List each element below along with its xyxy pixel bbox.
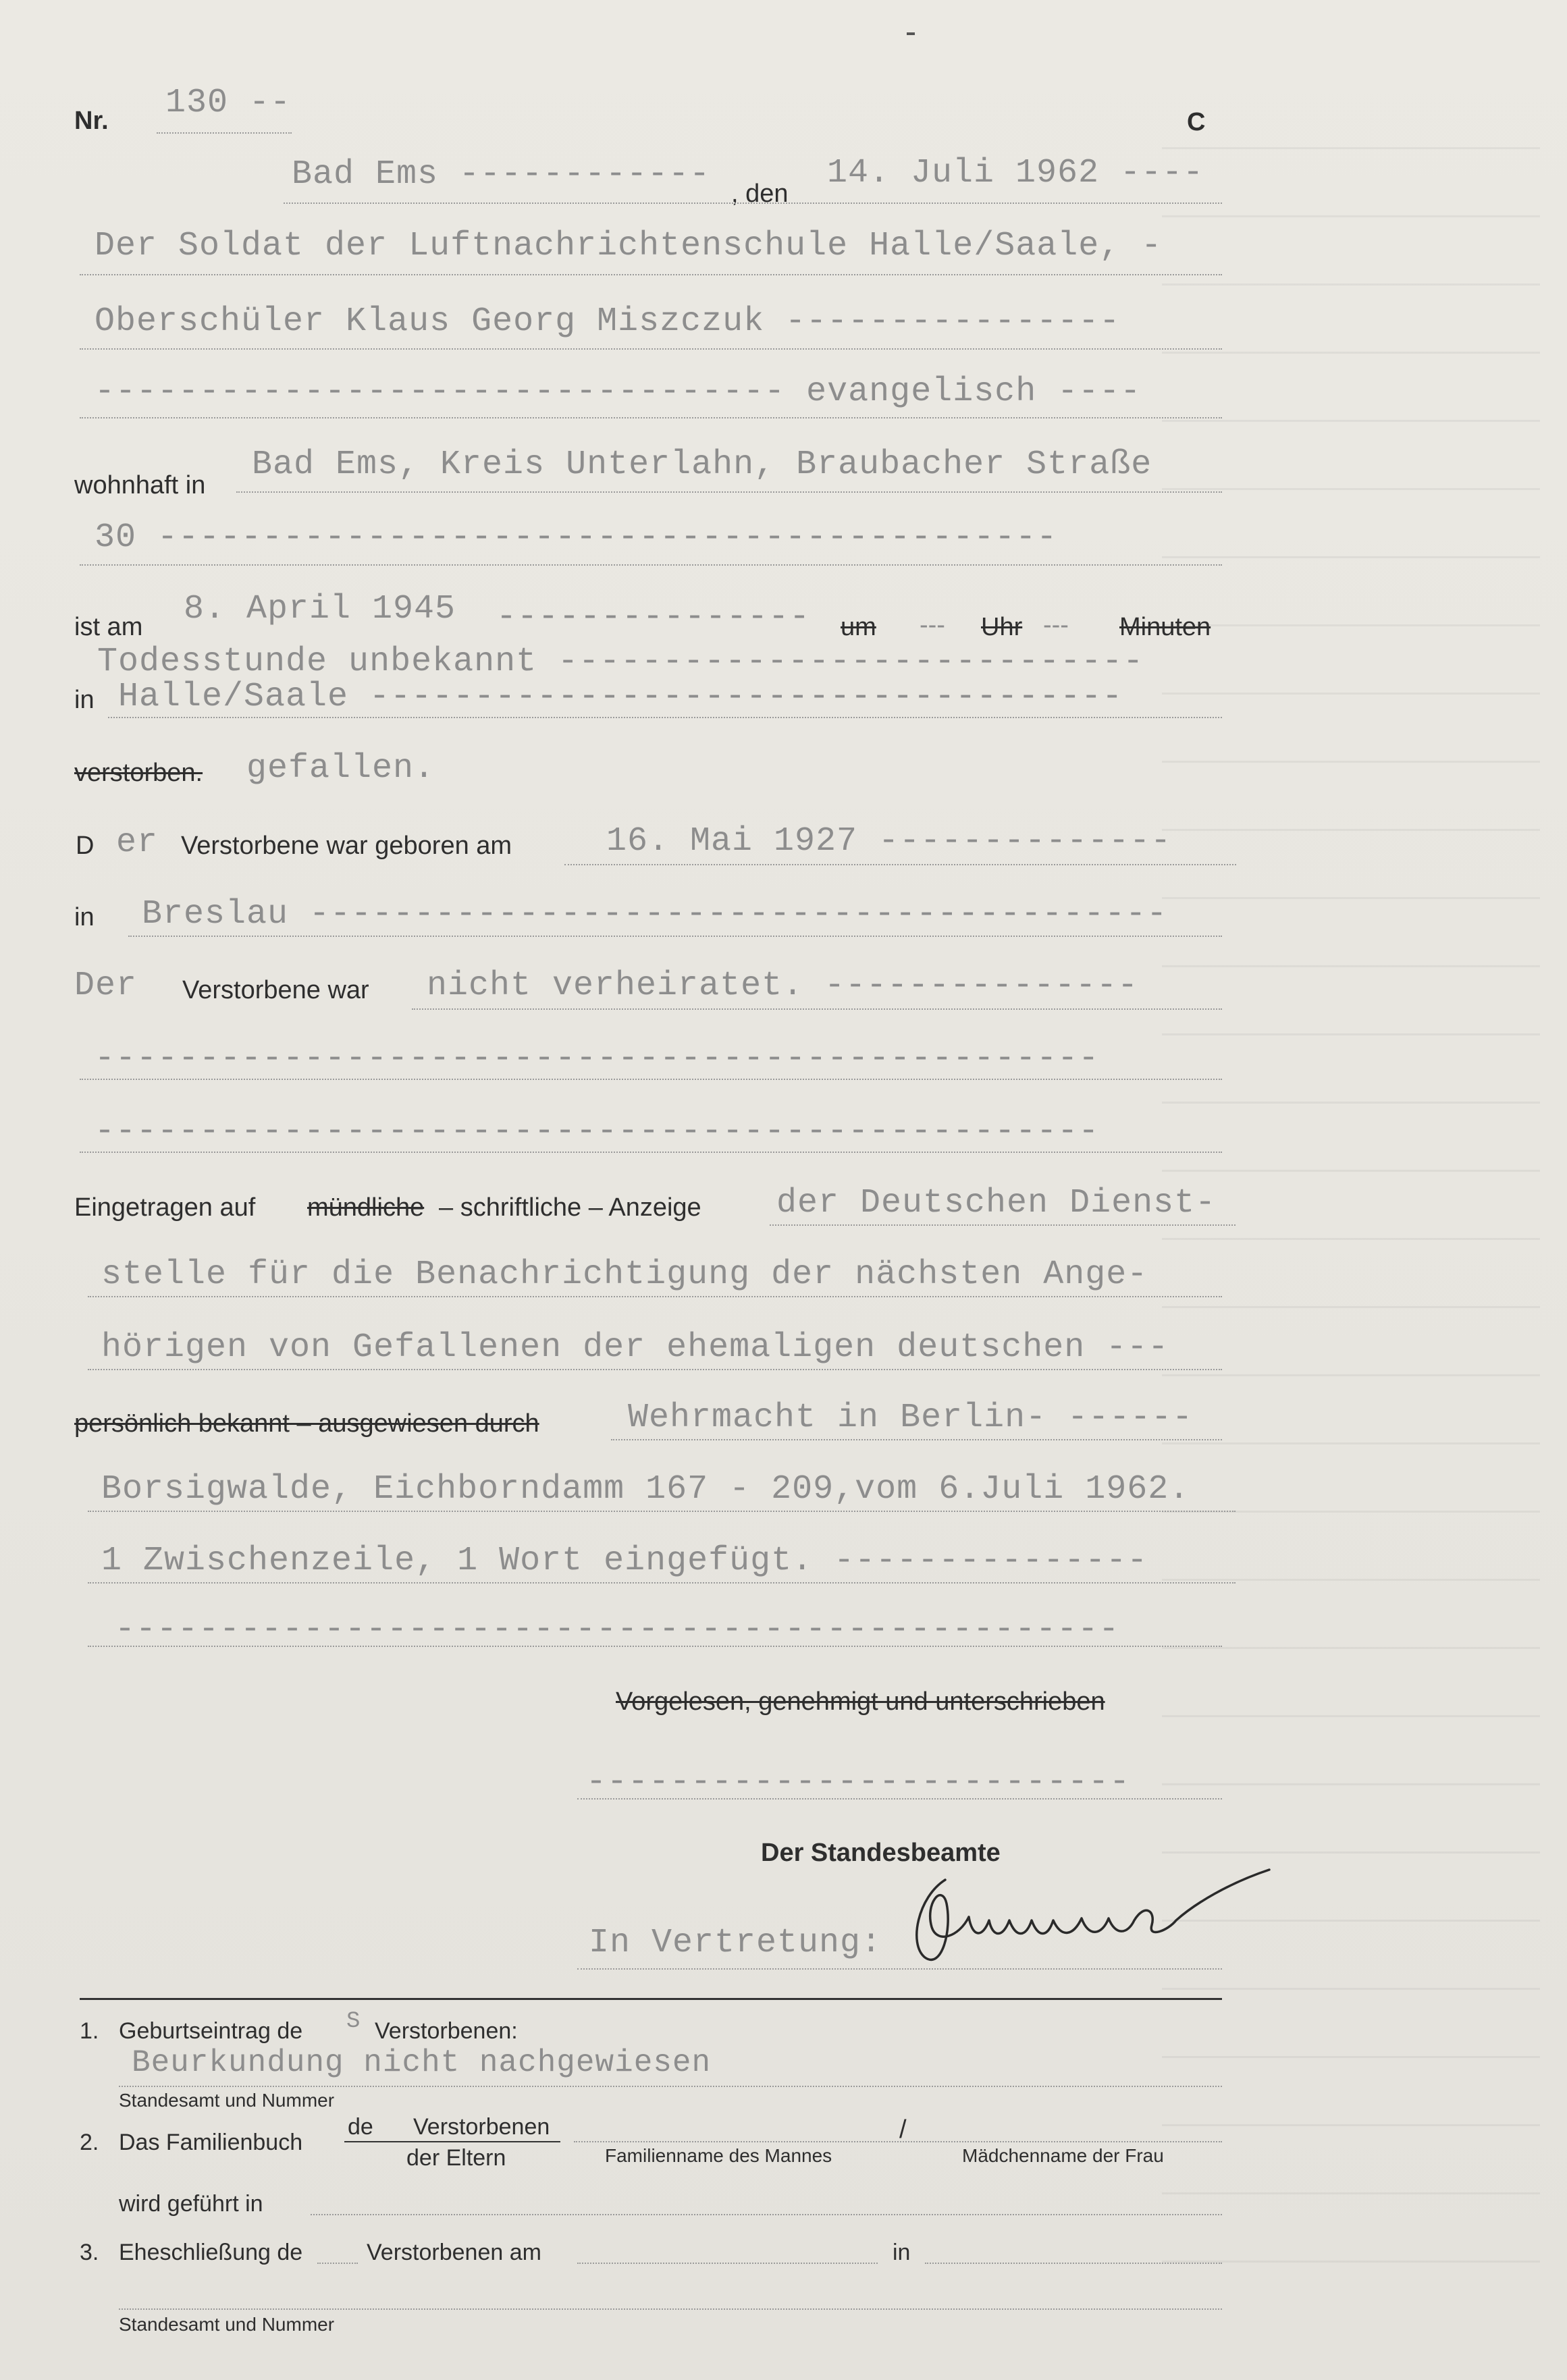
person-dotline-2: [80, 348, 1222, 350]
footer-item1-label2: Verstorbenen:: [375, 2018, 518, 2044]
residence-label: wohnhaft in: [74, 471, 206, 499]
footer-item2-de: de: [348, 2114, 373, 2140]
residence-dotline-2: [80, 564, 1222, 566]
registration-dotline-3: [88, 1369, 1222, 1370]
birth-date: 16. Mai 1927 --------------: [606, 822, 1172, 861]
verstorben-label: verstorben.: [74, 759, 203, 787]
registration-typed-3: hörigen von Gefallenen der ehemaligen deutschen ---: [101, 1328, 1169, 1367]
marital-der-typed: Der: [74, 967, 138, 1005]
standesbeamte-label: Der Standesbeamte: [761, 1839, 1001, 1867]
footer-item2-wird: wird geführt in: [119, 2191, 263, 2217]
registration-muendlich: mündliche: [307, 1193, 425, 1222]
footer-item2-fraction-line: [344, 2141, 560, 2142]
residence-line-2: 30 -------------------------------------------: [95, 518, 1058, 557]
marital-label: Verstorbene war: [182, 976, 369, 1004]
footer-standesamt-3: Standesamt und Nummer: [119, 2314, 335, 2335]
closing-dotline: [577, 1798, 1222, 1800]
registration-typed-6: 1 Zwischenzeile, 1 Wort eingefügt. ---------------: [101, 1542, 1148, 1580]
residence-dotline-1: [236, 491, 1222, 493]
registration-dotline-2: [88, 1296, 1222, 1297]
nr-dotline: [157, 132, 292, 134]
birth-in-label: in: [74, 903, 95, 931]
marital-dotline: [412, 1008, 1222, 1010]
in-vertretung: In Vertretung:: [589, 1924, 882, 1962]
footer-item2-verstorbenen: Verstorbenen: [413, 2114, 550, 2140]
uhr-label: Uhr: [981, 613, 1023, 641]
registration-typed-1: der Deutschen Dienst-: [776, 1184, 1217, 1222]
section-divider: [80, 1998, 1222, 2000]
birth-place: Breslau -----------------------------------------: [142, 895, 1168, 934]
marital-value: nicht verheiratet. ---------------: [427, 967, 1139, 1005]
person-line-1: Der Soldat der Luftnachrichtenschule Halle/Saale, -: [95, 227, 1163, 265]
nr-value: 130 --: [165, 84, 292, 122]
vorgelesen-label: Vorgelesen, genehmigt und unterschrieben: [616, 1687, 1105, 1716]
um-dashes: ---: [920, 611, 945, 639]
gefallen-value: gefallen.: [246, 749, 435, 788]
footer-item3-verstorbenen: Verstorbenen am: [367, 2240, 541, 2265]
top-mark: [907, 32, 915, 35]
marital-blank-dotline-1: [80, 1079, 1222, 1080]
birth-date-dotline: [564, 864, 1236, 865]
registration-dotline-5: [88, 1511, 1236, 1512]
footer-item2-eltern: der Eltern: [406, 2145, 506, 2171]
person-dotline-3: [80, 417, 1222, 418]
date-dotline: [284, 202, 1222, 204]
footer-item1-s: S: [346, 2009, 361, 2034]
registration-typed-2: stelle für die Benachrichtigung der nächsten Ange-: [101, 1255, 1148, 1294]
footer-item2-num: 2.: [80, 2130, 99, 2155]
um-label: um: [841, 613, 876, 641]
registration-dotline-4: [611, 1439, 1222, 1440]
death-date-dashes: ---------------: [496, 598, 811, 637]
footer-item3-num: 3.: [80, 2240, 99, 2265]
footer-item2-slash: /: [899, 2115, 907, 2144]
registration-typed-7: ------------------------------------------------: [115, 1611, 1120, 1649]
death-date: 8. April 1945: [184, 590, 456, 628]
registration-dotline-6: [88, 1582, 1236, 1584]
footer-item2-wird-dotline: [311, 2214, 1222, 2215]
birth-place-dotline: [128, 936, 1222, 937]
form-letter: C: [1187, 108, 1206, 136]
footer-item3-in-dotline: [925, 2263, 1222, 2264]
registration-typed-4: Wehrmacht in Berlin- ------: [628, 1399, 1194, 1437]
footer-item3-dotline: [119, 2308, 1222, 2310]
footer-item1-typed: Beurkundung nicht nachgewiesen: [132, 2045, 712, 2080]
registration-label-b: – schriftliche – Anzeige: [439, 1193, 701, 1222]
footer-item2-mann: Familienname des Mannes: [605, 2145, 832, 2166]
death-place-dotline: [108, 717, 1222, 718]
marital-blank-dotline-2: [80, 1152, 1222, 1153]
den-label: , den: [731, 180, 789, 208]
death-hour-line: Todesstunde unbekannt ----------------------------: [97, 643, 1144, 681]
footer-item3-in: in: [893, 2240, 911, 2265]
footer-item2-dotline: [574, 2141, 1222, 2142]
death-place: Halle/Saale ------------------------------------: [118, 678, 1123, 716]
registration-label-a: Eingetragen auf: [74, 1193, 256, 1222]
footer-item1-dotline: [119, 2086, 1222, 2087]
signature: [905, 1863, 1283, 1971]
footer-item3-label: Eheschließung de: [119, 2240, 303, 2265]
birth-d-label: D: [76, 832, 95, 860]
person-line-3: --------------------------------- evangelisch ----: [95, 373, 1142, 411]
footer-item3-date-dotline: [577, 2263, 878, 2264]
registration-typed-5: Borsigwalde, Eichborndamm 167 - 209,vom 6.Juli 1962.: [101, 1470, 1190, 1509]
person-dotline-1: [80, 274, 1222, 275]
marital-blank-1: ------------------------------------------------: [95, 1039, 1100, 1078]
footer-item2-label: Das Familienbuch: [119, 2130, 303, 2155]
footer-item3-de-dotline: [317, 2263, 358, 2264]
registration-persoenlich: persönlich bekannt – ausgewiesen durch: [74, 1409, 539, 1438]
minuten-label: Minuten: [1119, 613, 1211, 641]
death-in-label: in: [74, 686, 95, 714]
birth-er-typed: er: [116, 823, 159, 862]
person-line-2: Oberschüler Klaus Georg Miszczuk ----------------: [95, 302, 1121, 341]
registration-dotline-7: [88, 1646, 1222, 1647]
birth-label: Verstorbene war geboren am: [181, 832, 512, 860]
bleed-through-shadow: [1162, 81, 1540, 2308]
footer-item1-label: Geburtseintrag de: [119, 2018, 303, 2044]
footer-item1-num: 1.: [80, 2018, 99, 2044]
closing-dash-line: --------------------------: [586, 1763, 1131, 1802]
date-place: Bad Ems ------------: [292, 155, 711, 194]
date-value: 14. Juli 1962 ----: [827, 154, 1204, 192]
footer-standesamt-1: Standesamt und Nummer: [119, 2090, 335, 2111]
uhr-dashes: ---: [1043, 611, 1069, 639]
residence-line-1: Bad Ems, Kreis Unterlahn, Braubacher Straße: [252, 445, 1152, 484]
marital-blank-2: ------------------------------------------------: [95, 1112, 1100, 1151]
ist-am-label: ist am: [74, 613, 143, 641]
footer-item2-frau: Mädchenname der Frau: [962, 2145, 1164, 2166]
nr-label: Nr.: [74, 107, 109, 135]
registration-dotline-1: [770, 1224, 1236, 1226]
